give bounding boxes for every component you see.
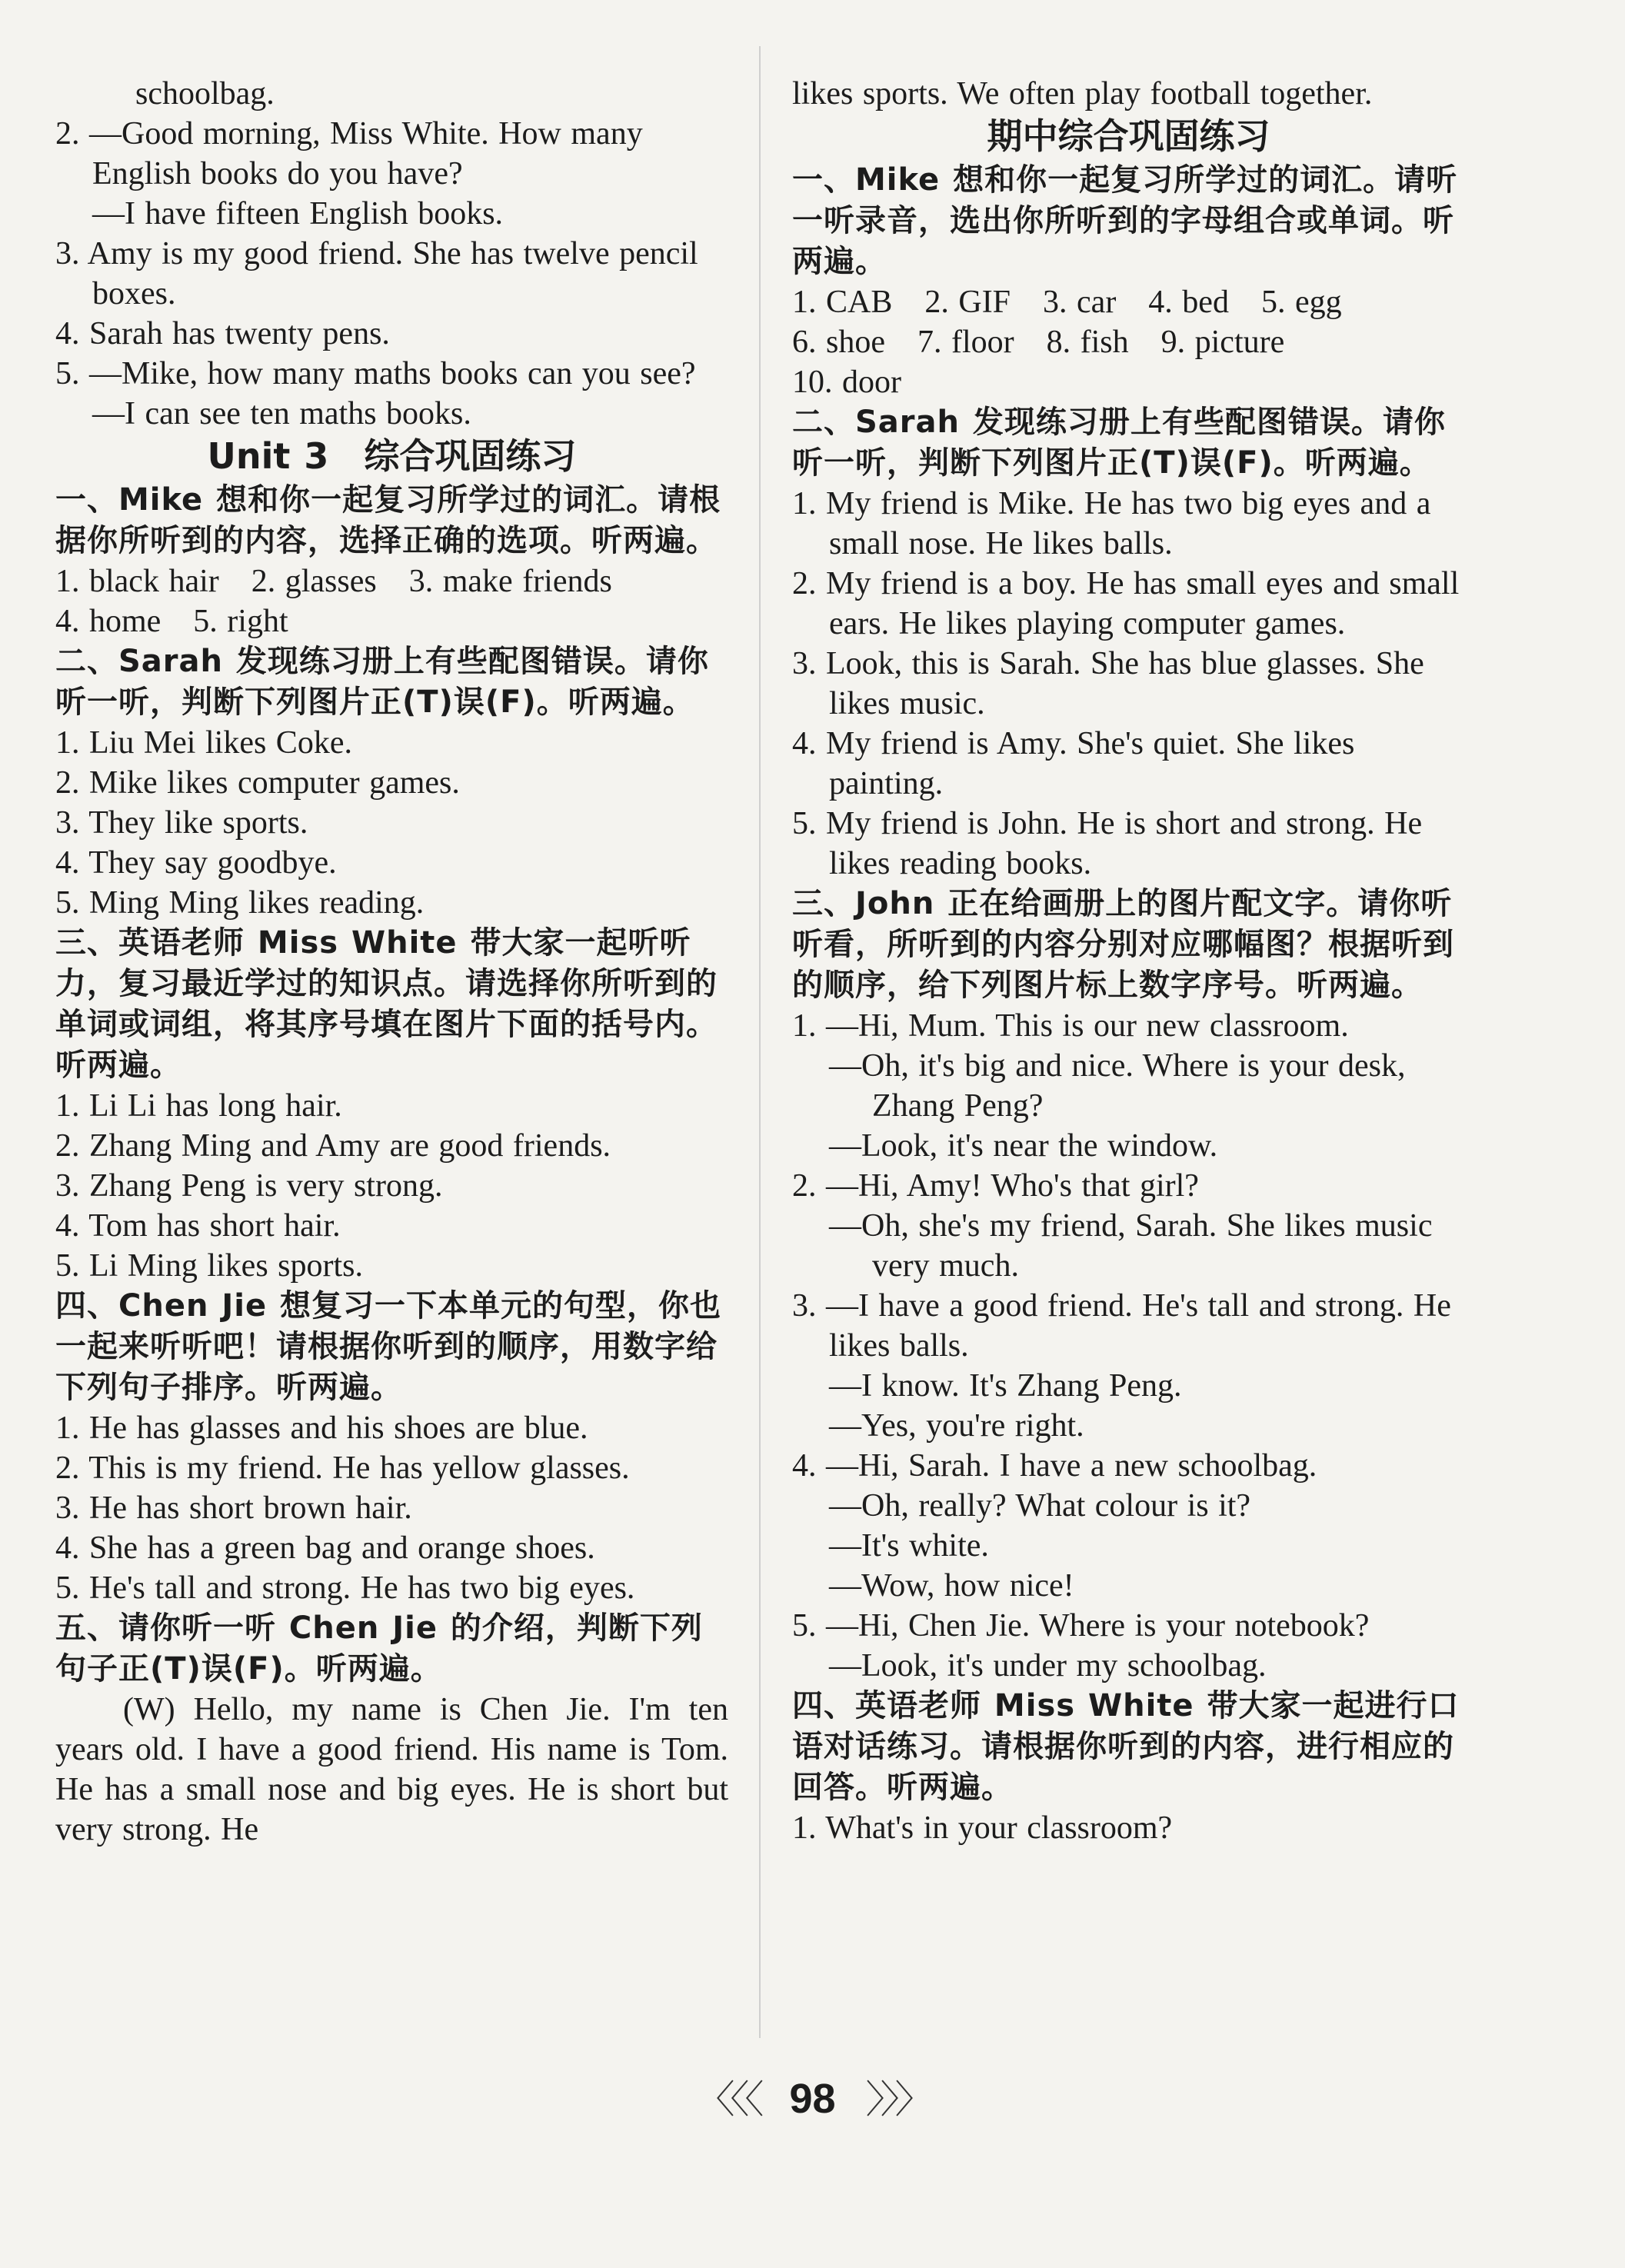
dialogue-line: —Oh, it's big and nice. Where is your desk, Zhang Peng?	[829, 1048, 1406, 1124]
instruction-text: 五、请你听一听 Chen Jie 的介绍，判断下列句子正(T)误(F)。听两遍。	[55, 1610, 703, 1687]
page-number: 98	[789, 2076, 836, 2122]
instruction-text: 一、Mike 想和你一起复习所学过的词汇。请根据你所听到的内容，选择正确的选项。听两遍。	[55, 482, 721, 558]
transcript-line: 4. home 5. right	[55, 604, 288, 639]
section-heading: Unit 3 综合巩固练习	[207, 435, 577, 477]
column-divider	[759, 46, 761, 2038]
transcript-line: 2. —Good morning, Miss White. How many English books do you have?	[55, 116, 643, 191]
transcript-line: 5. My friend is John. He is short and strong. He likes reading books.	[792, 806, 1423, 881]
transcript-line: 5. Ming Ming likes reading.	[55, 885, 425, 921]
transcript-line: 5. Li Ming likes sports.	[55, 1248, 364, 1284]
dialogue-line: —Oh, really? What colour is it?	[829, 1488, 1251, 1524]
passage-text: (W) Hello, my name is Chen Jie. I'm ten years old. I have a good friend. His name is Tom. He has a small nose and big eyes. He is short but very strong. He	[55, 1692, 728, 1847]
transcript-line: 3. Amy is my good friend. She has twelve pencil boxes.	[55, 236, 698, 311]
dialogue-line: —I know. It's Zhang Peng.	[829, 1368, 1182, 1404]
dialogue-line: —Yes, you're right.	[829, 1408, 1084, 1444]
transcript-line: 1. Liu Mei likes Coke.	[55, 725, 352, 761]
transcript-line: 4. Tom has short hair.	[55, 1208, 341, 1244]
instruction-text: 四、英语老师 Miss White 带大家一起进行口语对话练习。请根据你听到的内容，进行相应的回答。听两遍。	[792, 1688, 1460, 1805]
transcript-line: 1. What's in your classroom?	[792, 1810, 1173, 1846]
dialogue-line: —Look, it's under my schoolbag.	[829, 1648, 1267, 1684]
dialogue-line: —Oh, she's my friend, Sarah. She likes music very much.	[829, 1208, 1433, 1284]
transcript-line: 1. CAB 2. GIF 3. car 4. bed 5. egg	[792, 285, 1342, 320]
transcript-line: 3. He has short brown hair.	[55, 1490, 412, 1526]
page-footer	[0, 2069, 1625, 2124]
transcript-line: 2. —Hi, Amy! Who's that girl?	[792, 1168, 1199, 1204]
footer-right-ornament: 〉〉〉	[865, 2078, 929, 2121]
dialogue-line: —It's white.	[829, 1528, 989, 1564]
transcript-line: 4. Sarah has twenty pens.	[55, 316, 390, 351]
transcript-line: 1. —Hi, Mum. This is our new classroom.	[792, 1008, 1349, 1044]
transcript-line: 4. My friend is Amy. She's quiet. She likes painting.	[792, 726, 1355, 801]
section-heading: 期中综合巩固练习	[987, 115, 1270, 157]
transcript-line: schoolbag.	[135, 76, 275, 112]
instruction-text: 三、英语老师 Miss White 带大家一起听听力，复习最近学过的知识点。请选择你所听到的单词或词组，将其序号填在图片下面的括号内。听两遍。	[55, 925, 718, 1083]
instruction-text: 四、Chen Jie 想复习一下本单元的句型，你也一起来听听吧！请根据你听到的顺序，用数字给下列句子排序。听两遍。	[55, 1288, 722, 1405]
transcript-line: 10. door	[792, 365, 901, 400]
transcript-line: likes sports. We often play football together.	[792, 76, 1373, 112]
transcript-line: 3. —I have a good friend. He's tall and strong. He likes balls.	[792, 1288, 1451, 1364]
transcript-line: 6. shoe 7. floor 8. fish 9. picture	[792, 325, 1285, 360]
transcript-line: 4. They say goodbye.	[55, 845, 337, 881]
transcript-line: 2. Mike likes computer games.	[55, 765, 460, 801]
instruction-text: 一、Mike 想和你一起复习所学过的词汇。请听一听录音，选出你所听到的字母组合或单词。听两遍。	[792, 162, 1458, 279]
dialogue-line: —Wow, how nice!	[829, 1568, 1074, 1604]
transcript-line: 1. Li Li has long hair.	[55, 1088, 342, 1124]
instruction-text: 二、Sarah 发现练习册上有些配图错误。请你听一听，判断下列图片正(T)误(F)。听两遍。	[792, 405, 1446, 481]
transcript-line: 4. —Hi, Sarah. I have a new schoolbag.	[792, 1448, 1317, 1484]
dialogue-line: —I can see ten maths books.	[92, 396, 471, 431]
transcript-line: 5. He's tall and strong. He has two big eyes.	[55, 1570, 635, 1606]
footer-left-ornament: 〈〈〈	[696, 2078, 760, 2121]
transcript-line: 2. Zhang Ming and Amy are good friends.	[55, 1128, 611, 1164]
dialogue-line: —Look, it's near the window.	[829, 1128, 1218, 1164]
transcript-line: 1. black hair 2. glasses 3. make friends	[55, 564, 612, 599]
instruction-text: 二、Sarah 发现练习册上有些配图错误。请你听一听，判断下列图片正(T)误(F)。听两遍。	[55, 644, 709, 720]
transcript-line: 4. She has a green bag and orange shoes.	[55, 1530, 595, 1566]
transcript-line: 3. Zhang Peng is very strong.	[55, 1168, 443, 1204]
transcript-line: 2. This is my friend. He has yellow glasses.	[55, 1450, 630, 1486]
transcript-line: 3. Look, this is Sarah. She has blue glasses. She likes music.	[792, 646, 1424, 721]
instruction-text: 三、John 正在给画册上的图片配文字。请你听听看，所听到的内容分别对应哪幅图？根据听到的顺序，给下列图片标上数字序号。听两遍。	[792, 886, 1454, 1003]
transcript-line: 5. —Hi, Chen Jie. Where is your notebook?	[792, 1608, 1370, 1644]
transcript-line: 1. He has glasses and his shoes are blue.	[55, 1410, 588, 1446]
right-column	[792, 74, 1465, 1848]
transcript-line: 3. They like sports.	[55, 805, 308, 841]
transcript-line: 2. My friend is a boy. He has small eyes and small ears. He likes playing computer games.	[792, 566, 1460, 641]
transcript-line: 5. —Mike, how many maths books can you see?	[55, 356, 696, 391]
left-column	[55, 74, 728, 1850]
dialogue-line: —I have fifteen English books.	[92, 196, 504, 231]
transcript-line: 1. My friend is Mike. He has two big eyes and a small nose. He likes balls.	[792, 486, 1431, 561]
